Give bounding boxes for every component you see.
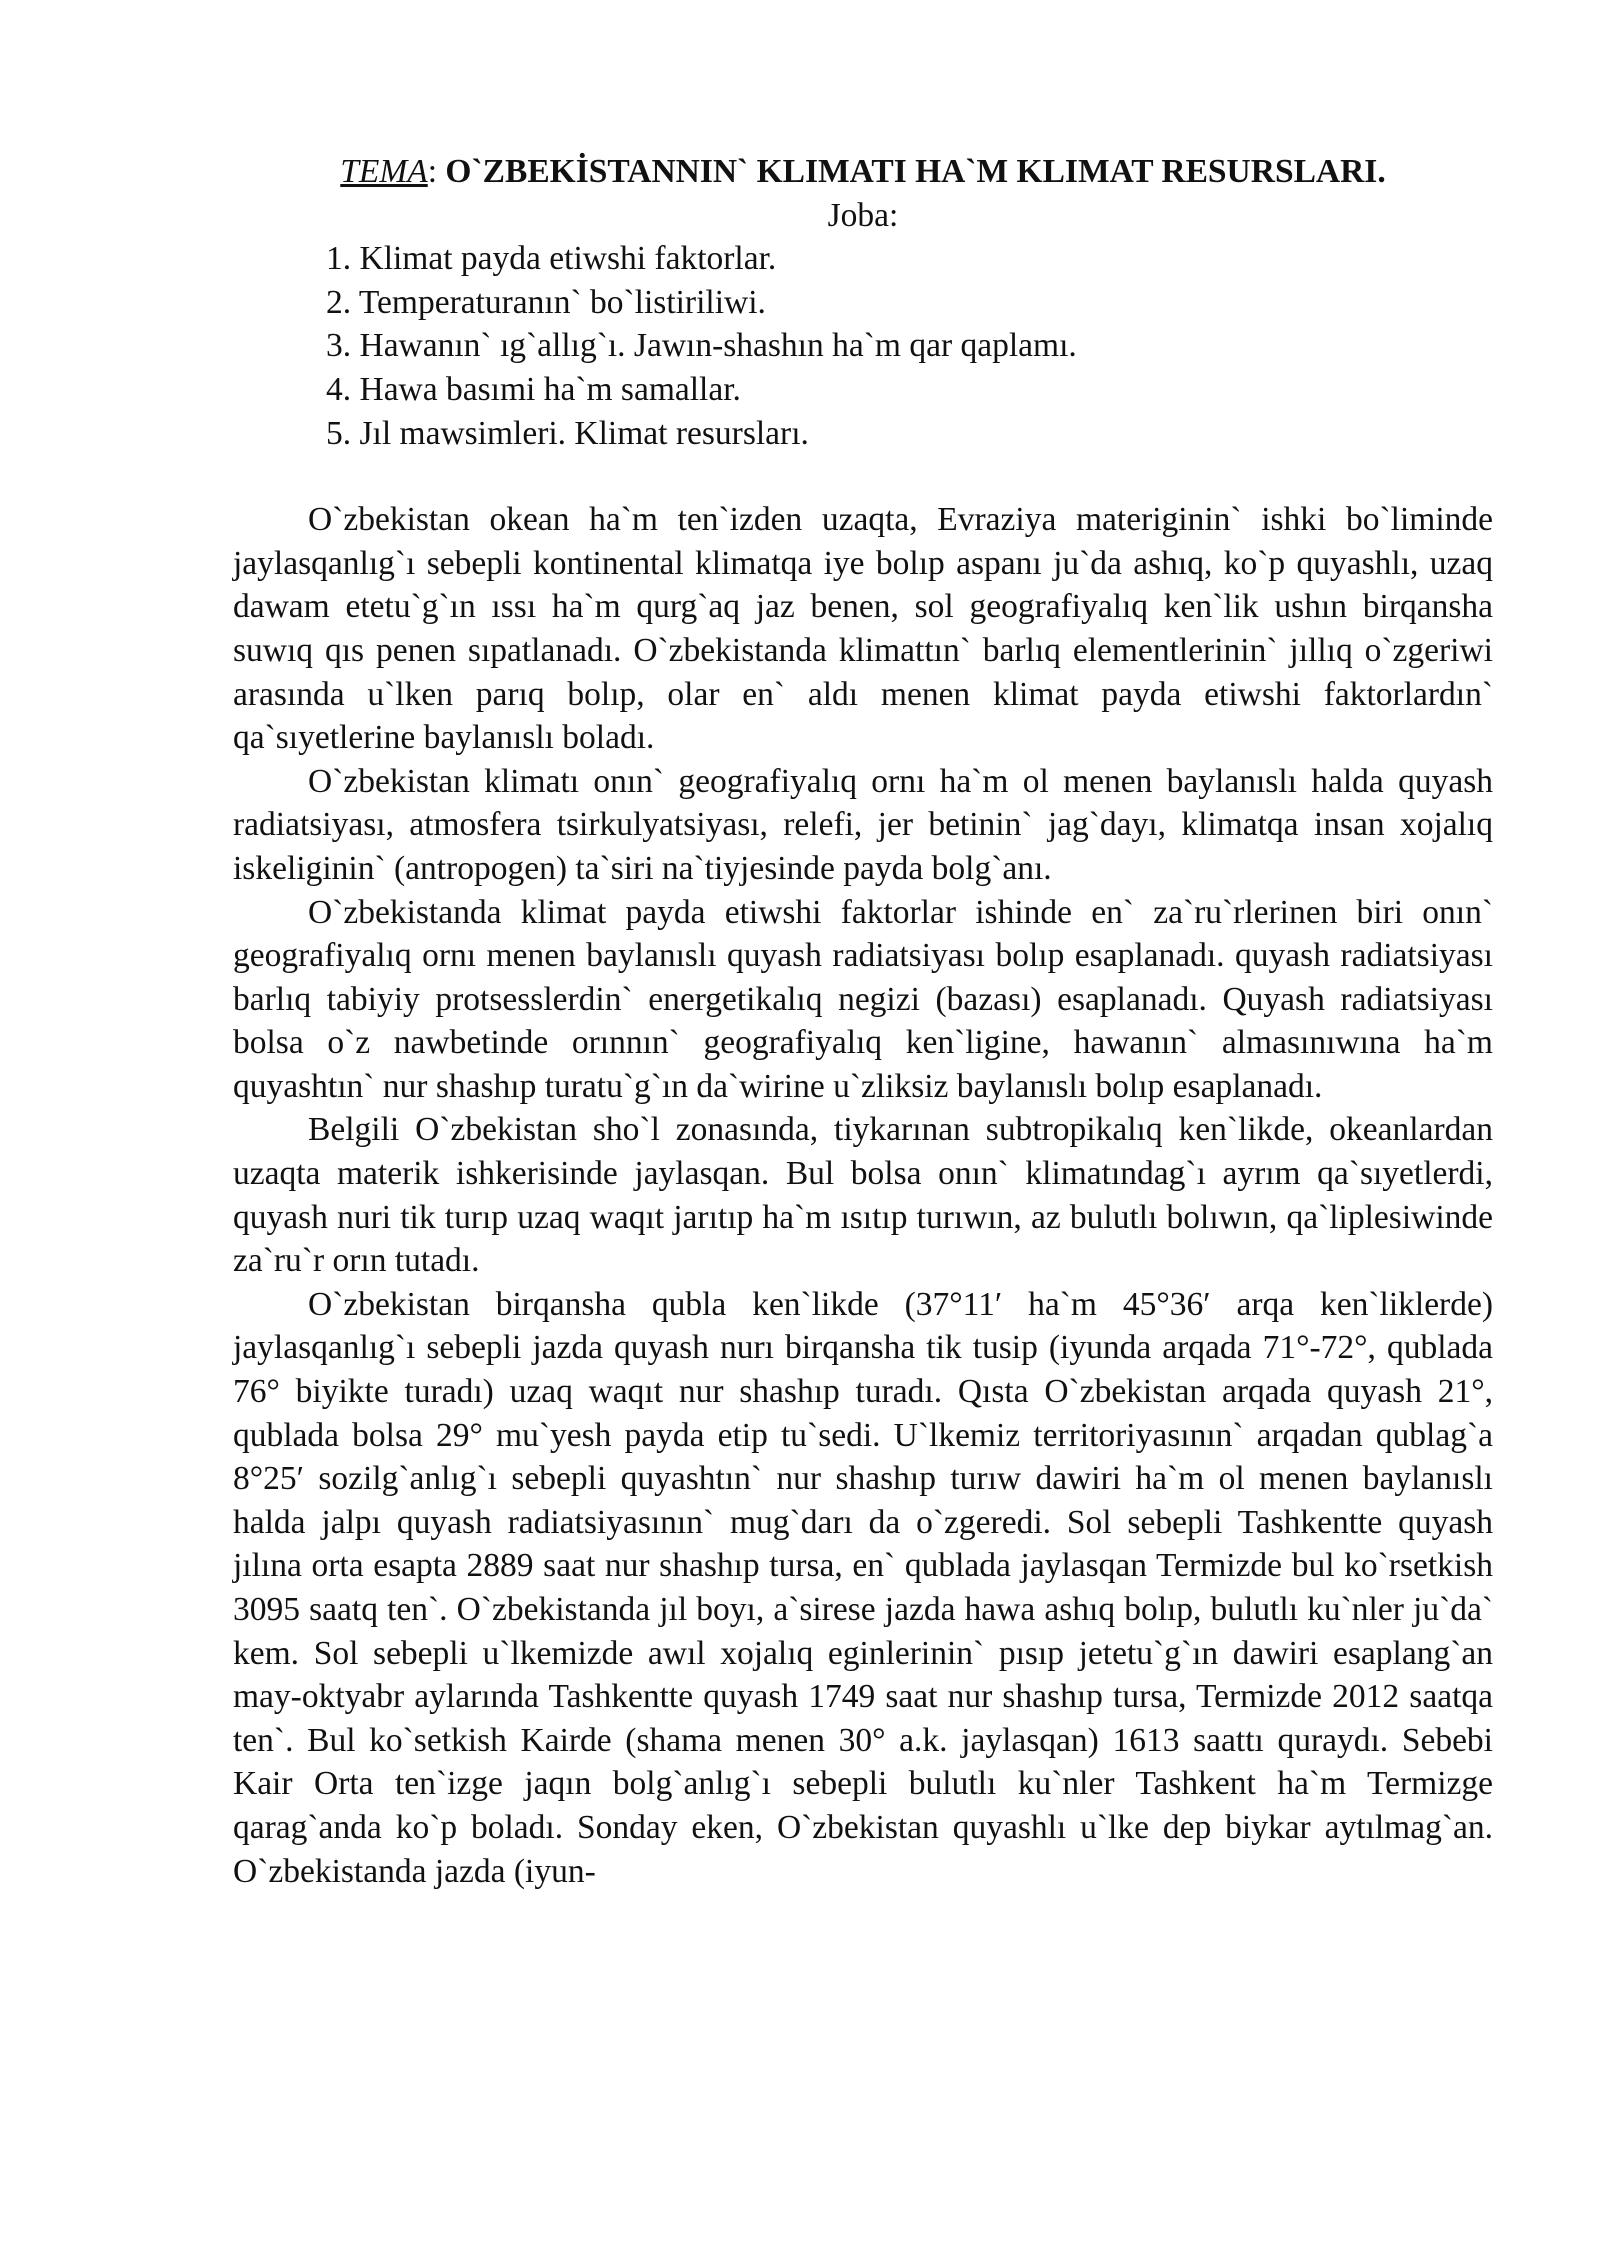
plan-item-3: 3. Hawanın` ıg`allıg`ı. Jawın-shashın ha`m qar qaplamı. — [326, 327, 1077, 365]
paragraph-4: Belgili O`zbekistan sho`l zonasında, tiykarınan subtropikalıq ken`likde, okeanlardan uzaqta materik ishkerisinde jaylasqan. Bul bolsa onın` klimatındag`ı ayrım qa`sıyetlerdi, quyash nuri tik turıp uzaq waqıt jarıtıp ha`m ısıtıp turıwın, az bulutlı bolıwın, qa`liplesiwinde za`ru`r orın tutadı. — [233, 1111, 1493, 1280]
plan-item-5: 5. Jıl mawsimleri. Klimat resursları. — [326, 414, 809, 452]
paragraph-3: O`zbekistanda klimat payda etiwshi faktorlar ishinde en` za`ru`rlerinen biri onın` geografiyalıq ornı menen baylanıslı quyash radiatsiyası bolıp esaplanadı. quyash radiatsiyası barlıq tabiyiy protsesslerdin` energetikalıq negizi (bazası) esaplanadı. Quyash radiatsiyası bolsa o`z nawbetinde orınnın` geografiyalıq ken`ligine, hawanın` almasınıwına ha`m quyashtın` nur shashıp turatu`g`ın da`wirine u`zliksiz baylanıslı bolıp esaplanadı. — [233, 893, 1493, 1105]
body-text — [233, 498, 1493, 1893]
paragraph-1: O`zbekistan okean ha`m ten`izden uzaqta, Evraziya materiginin` ishki bo`liminde jaylasqanlıg`ı sebepli kontinental klimatqa iye bolıp aspanı ju`da ashıq, ko`p quyashlı, uzaq dawam etetu`g`ın ıssı ha`m qurg`aq jaz benen, sol geografiyalıq ken`lik ushın birqansha suwıq qıs penen sıpatlanadı. O`zbekistanda klimattın` barlıq elementlerinin` jıllıq o`zgeriwi arasında u`lken parıq bolıp, olar en` aldı menen klimat payda etiwshi faktorlardın` qa`sıyetlerine baylanıslı boladı. — [233, 501, 1493, 757]
title-main: O`ZBEKİSTANNIN` KLIMATI HA`M KLIMAT RESURSLARI. — [445, 153, 1386, 190]
plan-item-2: 2. Temperaturanın` bo`listiriliwi. — [326, 283, 766, 321]
plan-heading: Joba: — [827, 196, 899, 234]
plan-item-4: 4. Hawa basımi ha`m samallar. — [326, 370, 741, 408]
title-prefix: TEMA — [340, 153, 428, 190]
document-page — [233, 150, 1493, 1893]
paragraph-2: O`zbekistan klimatı onın` geografiyalıq ornı ha`m ol menen baylanıslı halda quyash radiatsiyası, atmosfera tsirkulyatsiyası, relefi, jer betinin` jag`dayı, klimatqa insan xojalıq iskeliginin` (antropogen) ta`siri na`tiyjesinde payda bolg`anı. — [233, 762, 1493, 887]
plan-list — [233, 237, 1493, 455]
title-colon: : — [427, 153, 446, 190]
plan-item-1: 1. Klimat payda etiwshi faktorlar. — [326, 240, 777, 278]
document-title — [233, 150, 1493, 194]
paragraph-5: O`zbekistan birqansha qubla ken`likde (37°11′ ha`m 45°36′ arqa ken`liklerde) jaylasqanlıg`ı sebepli jazda quyash nurı birqansha tik tusip (iyunda arqada 71°-72°, qublada 76° biyikte turadı) uzaq waqıt nur shashıp turadı. Qısta O`zbekistan arqada quyash 21°, qublada bolsa 29° mu`yesh payda etip tu`sedi. U`lkemiz territoriyasının` arqadan qublag`a 8°25′ sozilg`anlıg`ı sebepli quyashtın` nur shashıp turıw dawiri ha`m ol menen baylanıslı halda jalpı quyash radiatsiyasının` mug`darı da o`zgeredi. Sol sebepli Tashkentte quyash jılına orta esapta 2889 saat nur shashıp tursa, en` qublada jaylasqan Termizde bul ko`rsetkish 3095 saatq ten`. O`zbekistanda jıl boyı, a`sirese jazda hawa ashıq bolıp, bulutlı ku`nler ju`da` kem. Sol sebepli u`lkemizde awıl xojalıq eginlerinin` pısıp jetetu`g`ın dawiri esaplang`an may-oktyabr aylarında Tashkentte quyash 1749 saat nur shashıp tursa, Termizde 2012 saatqa ten`. Bul ko`setkish Kairde (shama menen 30° a.k. jaylasqan) 1613 saattı quraydı. Sebebi Kair Orta ten`izge jaqın bolg`anlıg`ı sebepli bulutlı ku`nler Tashkent ha`m Termizge qarag`anda ko`p boladı. Sonday eken, O`zbekistan quyashlı u`lke dep biykar aytılmag`an. O`zbekistanda jazda (iyun- — [233, 1285, 1493, 1890]
